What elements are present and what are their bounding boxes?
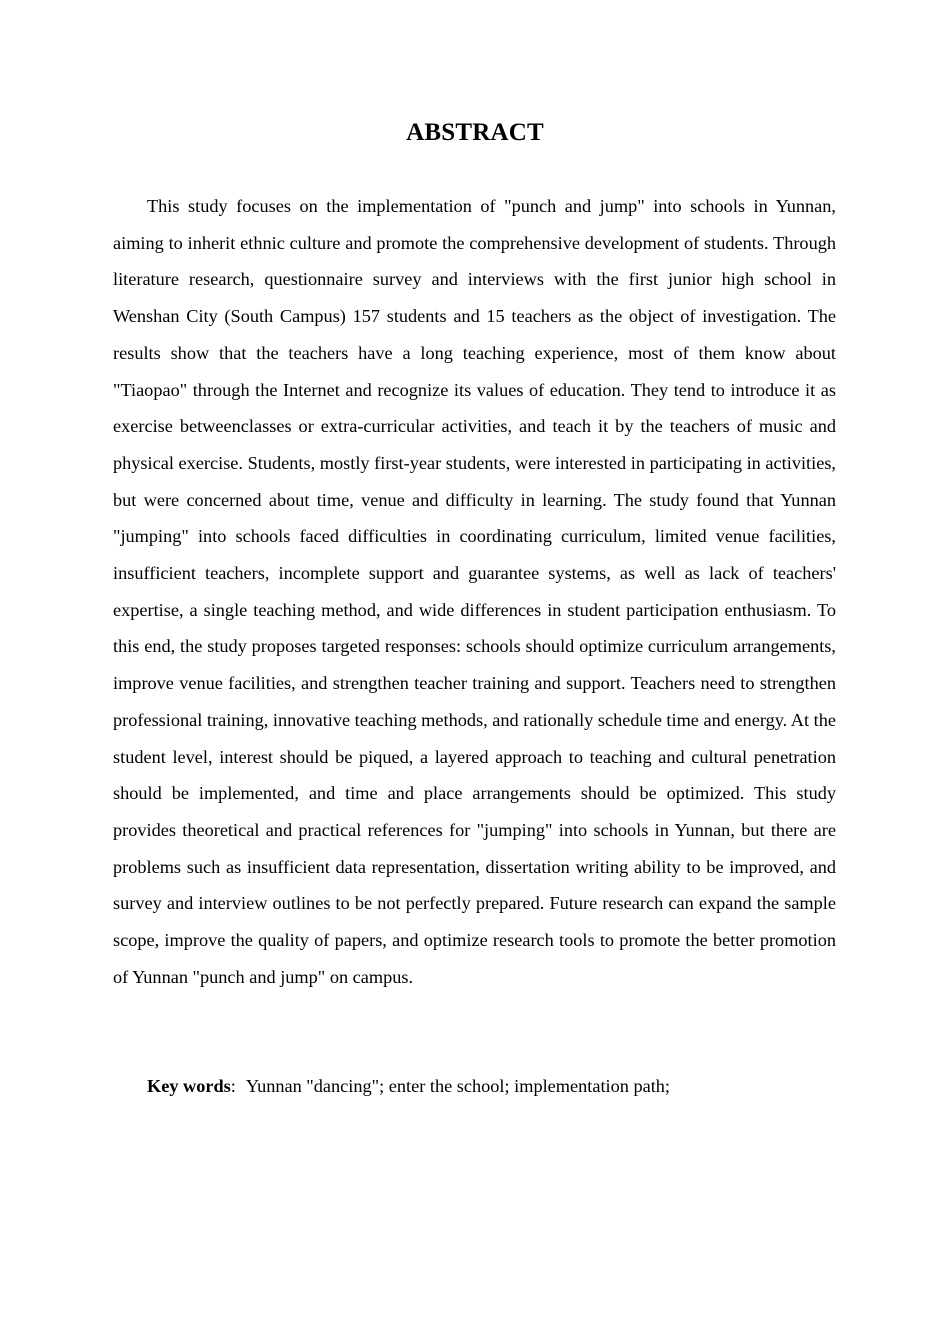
keywords-value: Yunnan "dancing"; enter the school; implementation path; xyxy=(245,1076,671,1096)
keywords-label: Key words xyxy=(147,1076,231,1096)
keywords-line xyxy=(147,1070,836,1102)
abstract-paragraph: This study focuses on the implementation of "punch and jump" into schools in Yunnan, aiming to inherit ethnic culture and promote the comprehensive development of students. Through literature research, questionnaire survey and interviews with the first junior high school in Wenshan City (South Campus) 157 students and 15 teachers as the object of investigation. The results show that the teachers have a long teaching experience, most of them know about "Tiaopao" through the Internet and recognize its values of education. They tend to introduce it as exercise betweenclasses or extra-curricular activities, and teach it by the teachers of music and physical exercise. Students, mostly first-year students, were interested in participating in activities, but were concerned about time, venue and difficulty in learning. The study found that Yunnan "jumping" into schools faced difficulties in coordinating curriculum, limited venue facilities, insufficient teachers, incomplete support and guarantee systems, as well as lack of teachers' expertise, a single teaching method, and wide differences in student participation enthusiasm. To this end, the study proposes targeted responses: schools should optimize curriculum arrangements, improve venue facilities, and strengthen teacher training and support. Teachers need to strengthen professional training, innovative teaching methods, and rationally schedule time and energy. At the student level, interest should be piqued, a layered approach to teaching and cultural penetration should be implemented, and time and place arrangements should be optimized. This study provides theoretical and practical references for "jumping" into schools in Yunnan, but there are problems such as insufficient data representation, dissertation writing ability to be improved, and survey and interview outlines to be not perfectly prepared. Future research can expand the sample scope, improve the quality of papers, and optimize research tools to promote the better promotion of Yunnan "punch and jump" on campus. xyxy=(113,196,836,987)
abstract-title: ABSTRACT xyxy=(406,119,544,146)
keywords-separator: : xyxy=(230,1076,236,1096)
